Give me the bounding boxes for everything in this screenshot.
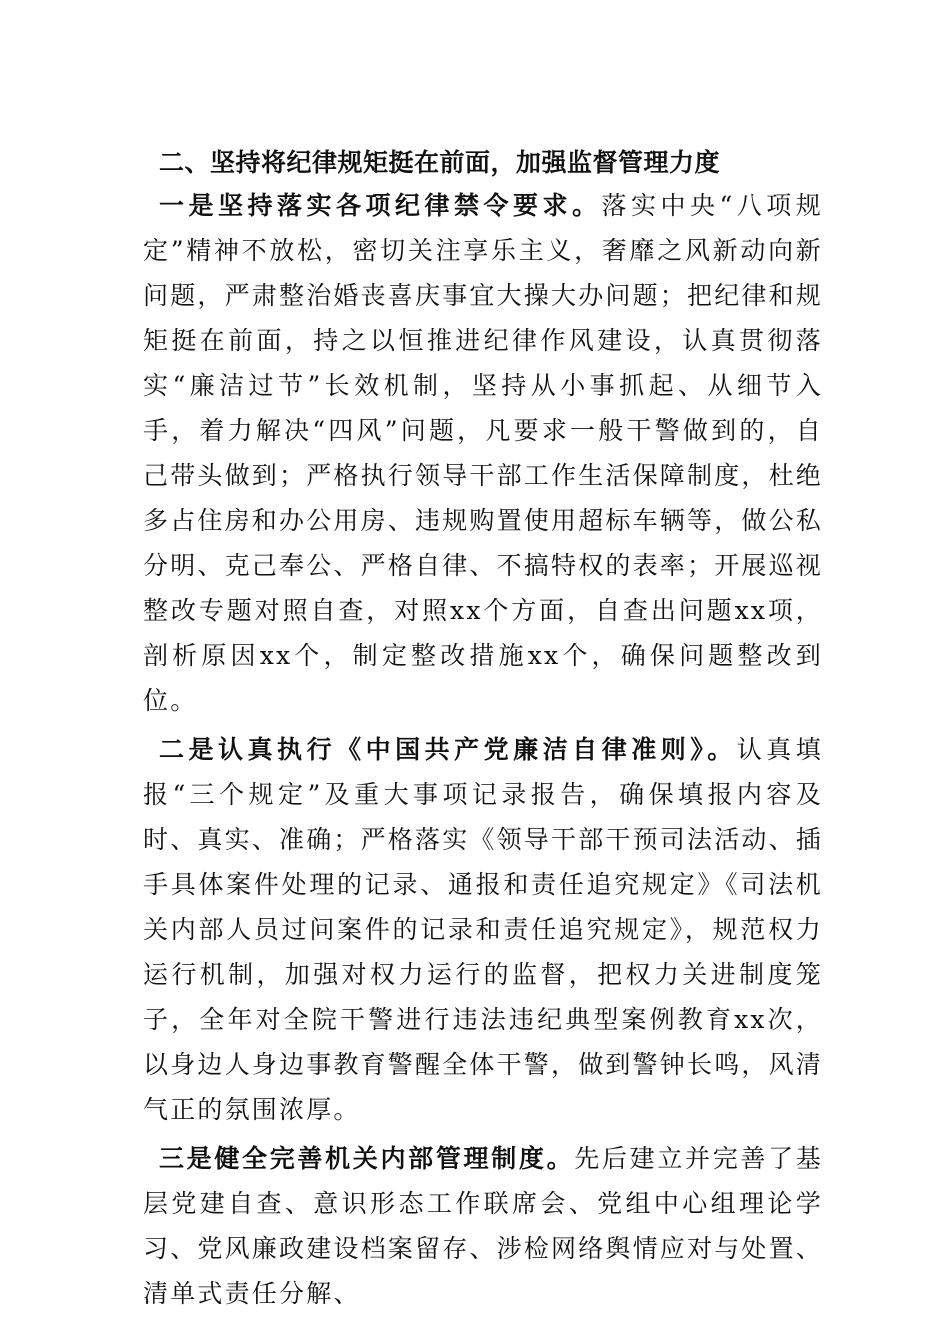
section-heading: 二、坚持将纪律规矩挺在前面，加强监督管理力度 xyxy=(159,148,721,177)
paragraph-1-body: 落实中央“八项规定”精神不放松，密切关注享乐主义，奢靡之风新动向新问题，严肃整治婚丧喜庆事宜大操大办问题；把纪律和规矩挺在前面，持之以恒推进纪律作风建设，认真贯彻落实“廉洁过节”长效机制，坚持从小事抓起、从细节入手，着力解决“四风”问题，凡要求一般干警做到的，自己带头做到；严格执行领导干部工作生活保障制度，杜绝多占住房和办公用房、违规购置使用超标车辆等，做公私分明、克己奉公、严格自律、不搞特权的表率；开展巡视整改专题对照自查，对照xx个方面，自查出问题xx项，剖析原因xx个，制定整改措施xx个，确保问题整改到位。 xyxy=(143,191,824,715)
paragraph-1 xyxy=(143,183,823,723)
document-body xyxy=(143,143,823,1316)
paragraph-3 xyxy=(143,1136,823,1316)
paragraph-2 xyxy=(143,727,823,1132)
paragraph-2-lead: 二是认真执行《中国共产党廉洁自律准则》。 xyxy=(159,735,737,764)
paragraph-3-lead: 三是健全完善机关内部管理制度。 xyxy=(159,1144,575,1173)
paragraph-3-body: 先后建立并完善了基层党建自查、意识形态工作联席会、党组中心组理论学习、党风廉政建设档案留存、涉检网络舆情应对与处置、清单式责任分解、 xyxy=(143,1144,824,1308)
paragraph-2-body: 认真填报“三个规定”及重大事项记录报告，确保填报内容及时、真实、准确；严格落实《领导干部干预司法活动、插手具体案件处理的记录、通报和责任追究规定》《司法机关内部人员过问案件的记录和责任追究规定》，规范权力运行机制，加强对权力运行的监督，把权力关进制度笼子，全年对全院干警进行违法违纪典型案例教育xx次，以身边人身边事教育警醒全体干警，做到警钟长鸣，风清气正的氛围浓厚。 xyxy=(143,735,824,1124)
paragraph-1-lead: 一是坚持落实各项纪律禁令要求。 xyxy=(159,191,602,220)
